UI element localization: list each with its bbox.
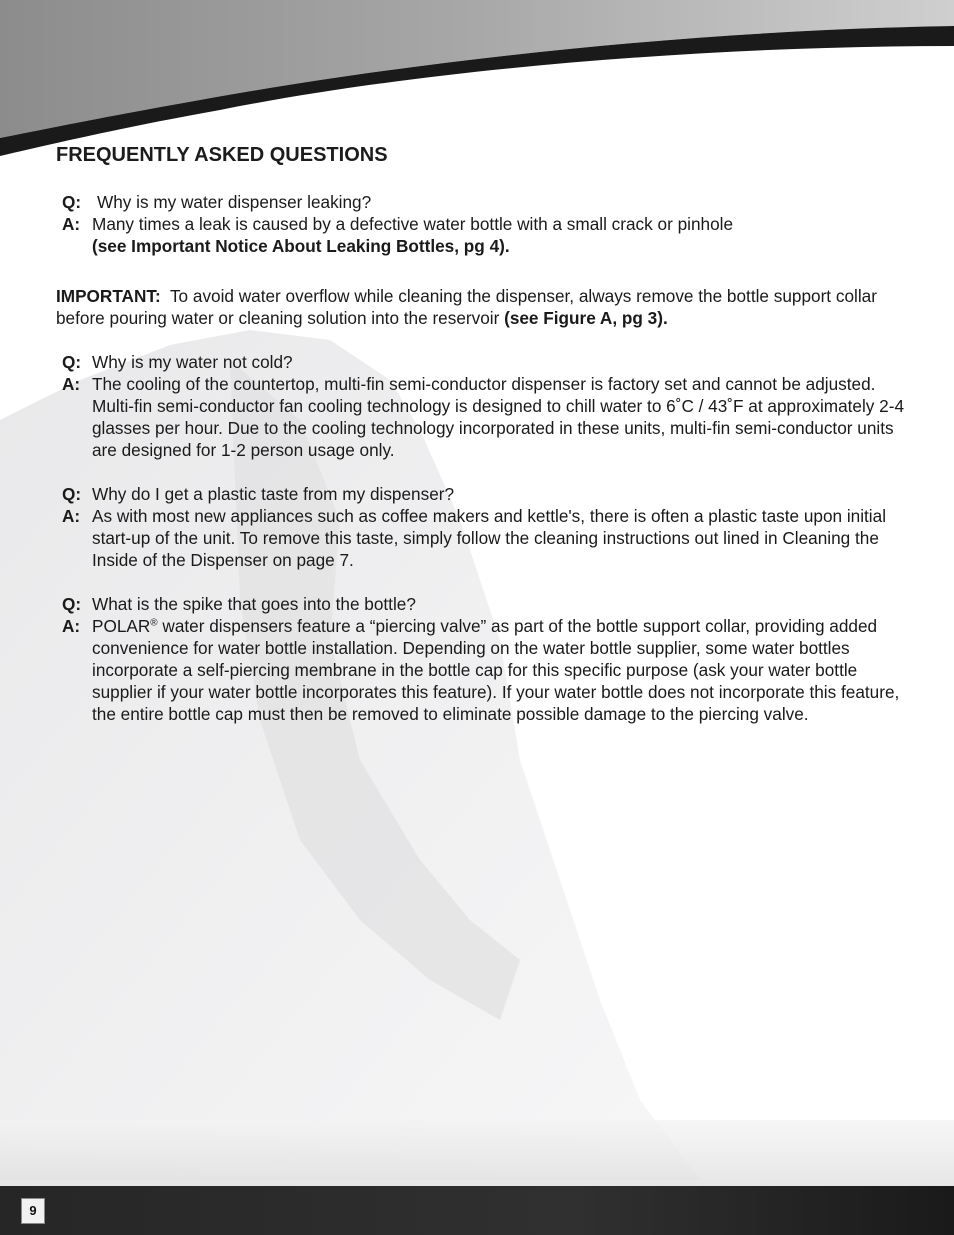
answer-label: A: [62,616,81,636]
faq-item-plastic-taste [56,483,916,571]
faq-item-not-cold [56,351,916,461]
answer-row [56,373,916,461]
question-label: Q: [62,192,82,212]
question-label: Q: [62,594,82,614]
answer-label: A: [62,214,81,234]
answer-label: A: [62,374,81,394]
important-label: IMPORTANT: [56,286,161,306]
question-text: What is the spike that goes into the bottle? [92,594,416,614]
question-row [56,483,916,505]
answer-row [56,213,916,257]
question-label: Q: [62,352,82,372]
answer-label: A: [62,506,81,526]
page-title: FREQUENTLY ASKED QUESTIONS [56,144,388,166]
question-text: Why do I get a plastic taste from my dispenser? [92,484,455,504]
answer-row [56,505,916,571]
faq-item-leaking [56,191,916,257]
question-text: Why is my water dispenser leaking? [97,192,372,212]
question-row [56,191,916,213]
important-reference: (see Figure A, pg 3). [504,308,668,328]
faq-item-spike [56,593,916,725]
footer-band [0,1186,954,1235]
answer-text: The cooling of the countertop, multi-fin semi-conductor dispenser is factory set and cannot be adjusted. Multi-fin semi-conductor fan cooling technology is designed to chill water to 6˚C / 43˚F at approximately 2-4 glasses per hour. Due to the cooling technology incorporated in these units, multi-fin semi-conductor units are designed for 1-2 person usage only. [92,374,905,460]
registered-mark: ® [150,617,158,629]
question-text: Why is my water not cold? [92,352,293,372]
answer-reference: (see Important Notice About Leaking Bottles, pg 4). [92,236,510,256]
question-label: Q: [62,484,82,504]
question-row [56,351,916,373]
answer-text: Many times a leak is caused by a defective water bottle with a small crack or pinhole [92,214,734,234]
answer-text: water dispensers feature a “piercing valve” as part of the bottle support collar, providing added convenience for water bottle installation. Depending on the water bottle supplier, some water bottles incorporate a self-piercing membrane in the bottle cap for this specific purpose (ask your water bottle supplier if your water bottle incorporates this feature). If your water bottle does not incorporate this feature, the entire bottle cap must then be removed to eliminate possible damage to the piercing valve. [92,616,900,724]
question-row [56,593,916,615]
answer-text: As with most new appliances such as coffee makers and kettle's, there is often a plastic taste upon initial start-up of the unit. To remove this taste, simply follow the cleaning instructions out lined in Cleaning the Inside of the Dispenser on page 7. [92,506,887,570]
faq-content [56,141,916,725]
answer-row [56,615,916,725]
important-notice [56,285,916,329]
brand-name: POLAR [92,616,151,636]
page-number: 9 [21,1198,45,1224]
important-text: To avoid water overflow while cleaning the dispenser, always remove the bottle support collar before pouring water or cleaning solution into the reservoir [56,286,877,328]
